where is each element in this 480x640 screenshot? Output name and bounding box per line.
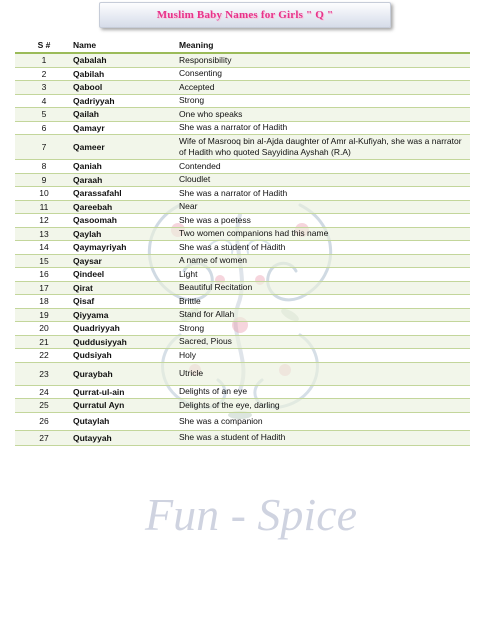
row-meaning: Light [179,268,198,279]
row-meaning: Strong [179,322,205,333]
row-meaning-cell [179,95,470,108]
row-meaning: She was a narrator of Hadith [179,122,288,133]
row-meaning-cell [179,54,470,67]
row-sn-cell [15,160,73,173]
row-name: Qurratul Ayn [73,400,125,411]
row-name-cell [73,135,179,159]
row-sn-cell [15,108,73,121]
row-sn-cell [15,81,73,94]
row-sn: 12 [39,215,49,226]
row-name: Qindeel [73,269,105,280]
row-meaning-cell [179,81,470,94]
row-name: Qudsiyah [73,350,112,361]
row-name-cell [73,160,179,173]
row-sn: 18 [39,296,49,307]
row-sn-cell [15,309,73,322]
row-name-cell [73,295,179,308]
row-sn: 4 [41,95,47,106]
row-name: Qaymayriyah [73,242,127,253]
row-meaning-cell [179,122,470,135]
row-sn-cell [15,241,73,254]
row-sn: 26 [39,416,49,426]
row-sn-cell [15,54,73,67]
table-row [15,255,470,269]
row-meaning: A name of women [179,255,248,266]
row-meaning: She was a narrator of Hadith [179,187,288,198]
row-sn: 22 [39,350,49,361]
table-row [15,399,470,413]
table-row [15,349,470,363]
row-name: Qarassafahl [73,188,122,199]
row-name-cell [73,322,179,335]
row-sn: 25 [39,400,49,411]
row-meaning: Wife of Masrooq bin al-Ajda daughter of Amr al-Kufiyah, she was a narrator of Hadith who quoted Sayyidina Ayshah (R.A) [179,136,462,157]
table-header [15,38,470,54]
table-row [15,108,470,122]
row-meaning: Strong [179,95,205,106]
row-name: Qisaf [73,296,95,307]
row-name-cell [73,363,179,385]
row-meaning: Responsibility [179,54,232,65]
row-meaning: Sacred, Pious [179,336,232,347]
row-sn-cell [15,349,73,362]
row-sn-cell [15,255,73,268]
title-banner [99,2,391,28]
row-name: Qasoomah [73,215,117,226]
row-sn: 27 [39,432,49,443]
row-sn: 5 [41,109,47,120]
row-sn: 21 [39,336,49,347]
row-sn: 13 [39,228,49,239]
row-meaning-cell [179,363,470,385]
row-meaning-cell [179,309,470,322]
row-sn: 2 [41,68,47,79]
header-sn-cell [15,38,73,52]
row-name-cell [73,187,179,200]
row-meaning-cell [179,135,470,159]
row-meaning-cell [179,431,470,445]
row-meaning: One who speaks [179,108,243,119]
row-meaning-cell [179,295,470,308]
table-row [15,122,470,136]
names-table [15,38,470,446]
row-meaning: Holy [179,349,197,360]
row-sn: 24 [39,386,49,397]
row-sn: 6 [41,122,47,133]
row-meaning-cell [179,201,470,214]
row-meaning: She was a student of Hadith [179,432,286,442]
table-row [15,268,470,282]
row-meaning-cell [179,322,470,335]
table-row [15,174,470,188]
row-name-cell [73,336,179,349]
row-meaning: She was a companion [179,415,263,426]
table-row [15,386,470,400]
row-name-cell [73,81,179,94]
header-sn: S # [37,40,51,50]
table-row [15,363,470,386]
row-name-cell [73,431,179,445]
table-row [15,187,470,201]
row-meaning-cell [179,160,470,173]
table-row [15,81,470,95]
row-name: Qailah [73,109,99,120]
row-sn: 17 [39,282,49,293]
page-title: Muslim Baby Names for Girls " Q " [156,9,334,21]
row-sn: 15 [39,255,49,266]
row-sn: 1 [41,55,47,66]
row-meaning-cell [179,282,470,295]
header-meaning-cell [179,38,470,52]
table-row [15,413,470,431]
row-meaning: Brittle [179,295,201,306]
row-name: Qaysar [73,255,102,266]
row-name-cell [73,386,179,399]
row-name-cell [73,108,179,121]
row-meaning-cell [179,214,470,227]
table-row [15,295,470,309]
table-row [15,322,470,336]
row-meaning-cell [179,386,470,399]
row-meaning: She was a poetess [179,214,251,225]
row-sn: 7 [41,142,47,152]
row-name: Quadriyyah [73,323,120,334]
row-meaning: Stand for Allah [179,309,235,320]
table-row [15,201,470,215]
row-name: Qareebah [73,201,113,212]
row-sn-cell [15,95,73,108]
row-meaning-cell [179,349,470,362]
row-name-cell [73,413,179,430]
row-sn: 23 [39,368,49,379]
row-sn: 9 [41,174,47,185]
watermark-text: Fun - Spice [145,489,358,540]
row-sn-cell [15,282,73,295]
row-name-cell [73,268,179,281]
row-sn-cell [15,122,73,135]
row-name: Qaniah [73,161,102,172]
row-sn-cell [15,135,73,159]
row-sn-cell [15,68,73,81]
row-meaning-cell [179,336,470,349]
row-sn: 8 [41,161,47,172]
row-name-cell [73,228,179,241]
row-sn: 3 [41,82,47,93]
row-meaning-cell [179,174,470,187]
row-name-cell [73,309,179,322]
row-name-cell [73,282,179,295]
row-name: Qirat [73,282,93,293]
row-name-cell [73,122,179,135]
header-name-cell [73,38,179,52]
row-name: Qabalah [73,55,107,66]
row-name-cell [73,201,179,214]
row-name-cell [73,54,179,67]
row-sn-cell [15,322,73,335]
row-name: Qutayyah [73,432,112,443]
row-name-cell [73,349,179,362]
table-row [15,95,470,109]
row-sn: 10 [39,188,49,199]
table-row [15,309,470,323]
table-row [15,214,470,228]
row-name-cell [73,174,179,187]
row-sn-cell [15,386,73,399]
row-meaning: Consenting [179,68,223,79]
table-row [15,282,470,296]
table-row [15,54,470,68]
row-sn: 19 [39,309,49,320]
row-sn-cell [15,336,73,349]
row-meaning-cell [179,108,470,121]
row-name: Qabilah [73,68,105,79]
row-name-cell [73,241,179,254]
row-name-cell [73,95,179,108]
row-sn: 14 [39,242,49,253]
row-meaning-cell [179,228,470,241]
row-sn-cell [15,399,73,412]
row-name: Qadriyyah [73,95,115,106]
row-meaning: Delights of an eye [179,386,248,397]
table-row [15,431,470,446]
row-meaning-cell [179,399,470,412]
row-sn-cell [15,413,73,430]
row-name: Qurrat-ul-ain [73,386,125,397]
row-sn: 11 [39,201,49,212]
row-meaning-cell [179,255,470,268]
row-meaning: Utricle [179,368,204,378]
row-name-cell [73,255,179,268]
row-name: Qaraah [73,174,103,185]
row-name: Qamayr [73,122,105,133]
row-sn: 20 [39,323,49,334]
row-meaning-cell [179,413,470,430]
row-meaning: Delights of the eye, darling [179,399,280,410]
row-sn-cell [15,174,73,187]
row-name: Qaylah [73,228,102,239]
row-sn-cell [15,214,73,227]
row-sn: 16 [39,269,49,280]
row-name: Qameer [73,142,105,152]
row-sn-cell [15,363,73,385]
row-sn-cell [15,431,73,445]
row-meaning-cell [179,241,470,254]
row-meaning-cell [179,68,470,81]
row-meaning-cell [179,187,470,200]
row-name: Quddusiyyah [73,336,127,347]
table-row [15,228,470,242]
row-name-cell [73,214,179,227]
row-name: Quraybah [73,368,113,379]
table-row [15,68,470,82]
row-meaning: Near [179,201,198,212]
row-name: Qutaylah [73,416,110,426]
row-name-cell [73,68,179,81]
row-sn-cell [15,268,73,281]
row-meaning: Accepted [179,81,215,92]
table-row [15,336,470,350]
row-meaning: Two women companions had this name [179,228,329,239]
row-sn-cell [15,187,73,200]
row-meaning-cell [179,268,470,281]
row-name-cell [73,399,179,412]
row-sn-cell [15,228,73,241]
header-meaning: Meaning [179,40,214,50]
table-row [15,241,470,255]
row-sn-cell [15,201,73,214]
row-name: Qiyyama [73,309,109,320]
table-row [15,160,470,174]
row-meaning: Beautiful Recitation [179,282,253,293]
table-row [15,135,470,160]
header-name: Name [73,40,97,50]
row-meaning: She was a student of Hadith [179,241,286,252]
row-meaning: Contended [179,160,221,171]
row-sn-cell [15,295,73,308]
row-meaning: Cloudlet [179,174,211,185]
row-name: Qabool [73,82,103,93]
